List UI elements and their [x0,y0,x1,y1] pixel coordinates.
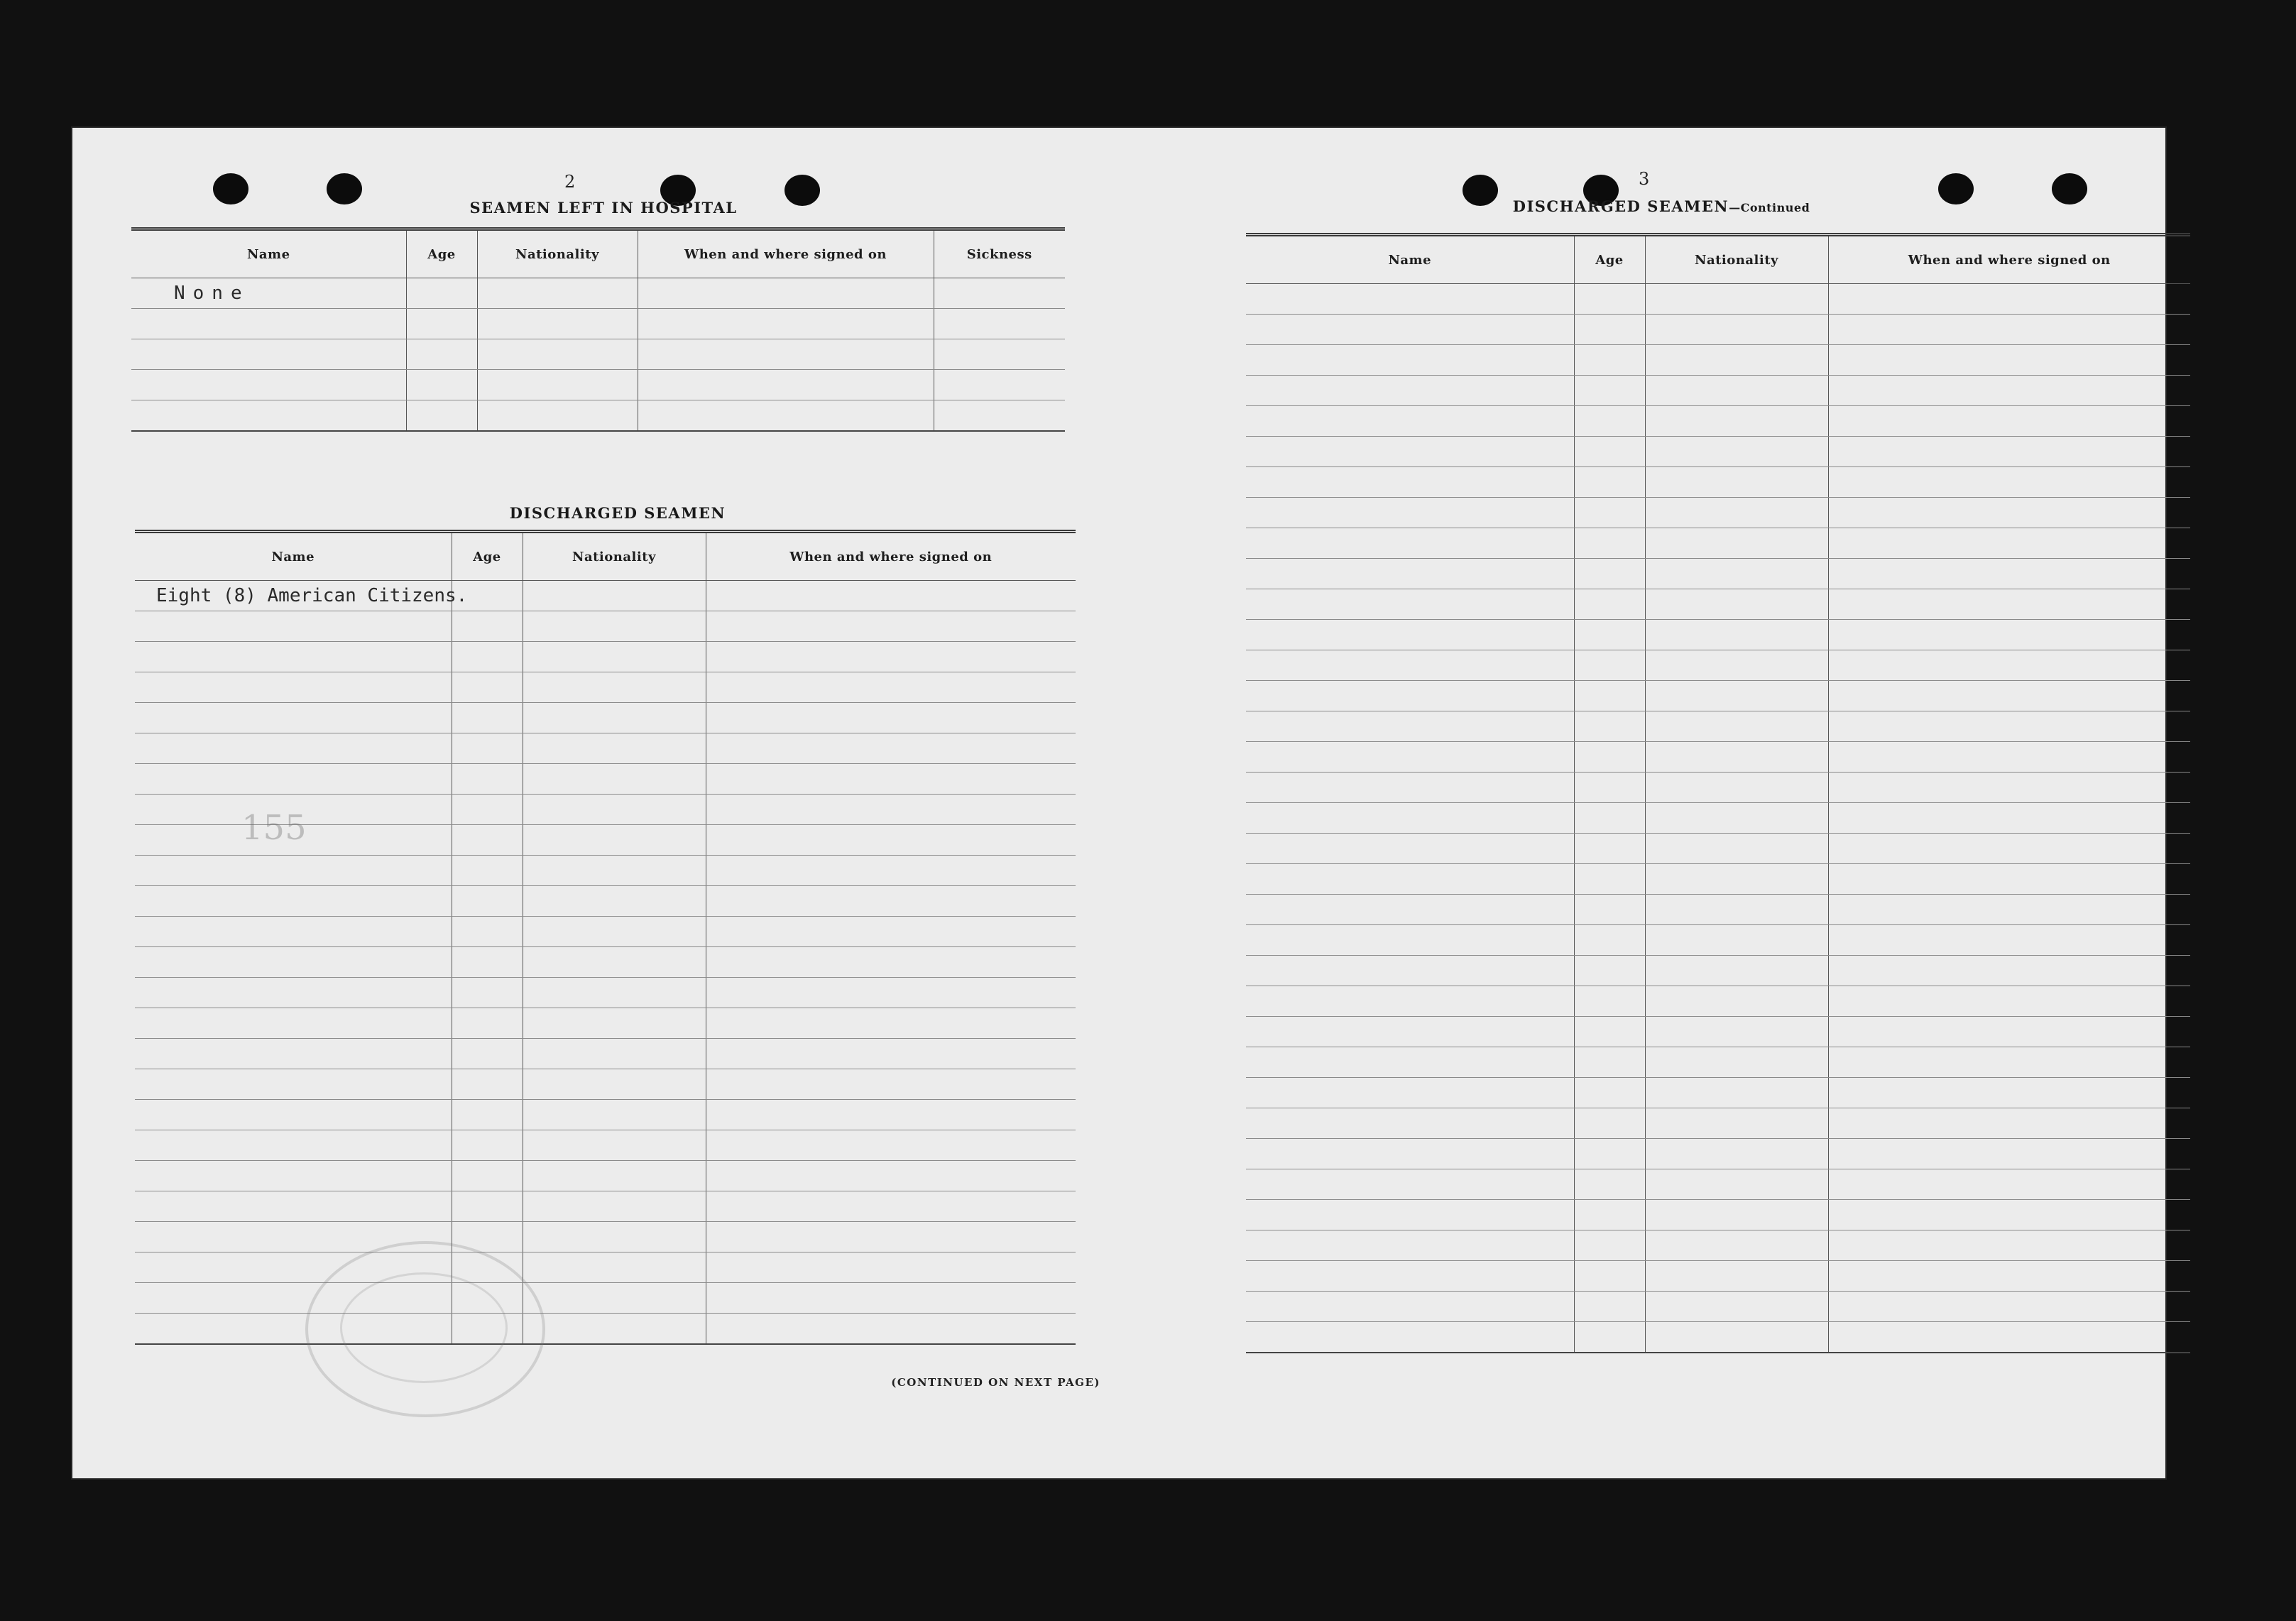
table-row [1246,956,2190,986]
table-row [1246,681,2190,711]
table-row [135,1130,1076,1161]
table-row [135,1039,1076,1069]
ledger-sheet [71,126,2167,1480]
table-row [135,886,1076,917]
table-row [1246,1108,2190,1139]
table-row [131,339,1065,370]
table-row [1246,1139,2190,1169]
table-row [135,1252,1076,1283]
column-header-age: Age [406,229,477,278]
title-main: DISCHARGED SEAMEN [1512,197,1729,215]
table-row [1246,803,2190,834]
table-row [135,733,1076,764]
table-row [135,917,1076,947]
table-row [131,278,1065,309]
discharged-continued-table [1246,233,2190,1353]
table-row [1246,1017,2190,1047]
page-number: 2 [564,172,576,192]
table-row [1246,711,2190,742]
faded-page-mark: 155 [241,808,307,848]
table-row [1246,925,2190,956]
continued-note: (CONTINUED ON NEXT PAGE) [891,1376,1100,1389]
table-row [135,1100,1076,1130]
table-row [135,611,1076,642]
table-row [1246,498,2190,528]
discharged-section-title: DISCHARGED SEAMEN [509,504,726,522]
left-page [99,126,1122,1480]
table-row [1246,1047,2190,1078]
table-row [135,1069,1076,1100]
column-header-signed-on: When and where signed on [1828,235,2190,284]
column-header-age: Age [452,532,523,581]
column-header-nationality: Nationality [1645,235,1828,284]
table-row [1246,742,2190,773]
table-row [1246,345,2190,376]
table-row [135,1314,1076,1345]
discharged-table [135,530,1076,1345]
column-header-signed-on: When and where signed on [638,229,934,278]
table-row [1246,559,2190,589]
table-row [1246,650,2190,681]
right-page [1164,126,2158,1480]
table-row [1246,1322,2190,1353]
table-row [1246,773,2190,803]
table-row [135,642,1076,672]
table-row [1246,895,2190,925]
table-row [135,1283,1076,1314]
table-row [1246,406,2190,437]
table-row [1246,315,2190,345]
column-header-signed-on: When and where signed on [706,532,1076,581]
table-row [1246,376,2190,406]
column-header-name: Name [1246,235,1574,284]
table-row [135,1191,1076,1222]
table-row [1246,467,2190,498]
table-row [1246,1292,2190,1322]
table-row [131,400,1065,432]
discharged-entry: Eight (8) American Citizens. [135,581,452,611]
table-row [135,1161,1076,1191]
table-row [1246,528,2190,559]
hospital-section-title: SEAMEN LEFT IN HOSPITAL [469,199,738,217]
table-row [1246,437,2190,467]
table-row [135,1222,1076,1252]
table-row [1246,589,2190,620]
table-row [131,309,1065,339]
table-row [1246,620,2190,650]
faded-stamp [305,1241,545,1417]
column-header-sickness: Sickness [934,229,1065,278]
column-header-age: Age [1574,235,1645,284]
hospital-table [131,227,1065,432]
table-row [1246,1169,2190,1200]
column-header-nationality: Nationality [477,229,638,278]
table-row [135,856,1076,886]
table-row [135,764,1076,795]
table-row [131,370,1065,400]
table-row [1246,1261,2190,1292]
table-row [1246,1200,2190,1230]
table-row [135,947,1076,978]
discharged-continued-title [1164,197,2158,215]
table-row [1246,1078,2190,1108]
table-row [135,1008,1076,1039]
table-row [135,978,1076,1008]
table-row [1246,1230,2190,1261]
table-row [1246,986,2190,1017]
table-row [135,672,1076,703]
column-header-name: Name [131,229,406,278]
table-row [1246,864,2190,895]
column-header-name: Name [135,532,452,581]
hospital-entry: None [131,278,406,309]
table-row [1246,834,2190,864]
table-row [1246,284,2190,315]
page-number: 3 [1639,169,1650,189]
table-row [135,703,1076,733]
table-row [135,581,1076,611]
title-suffix: —Continued [1729,201,1810,214]
column-header-nationality: Nationality [523,532,706,581]
